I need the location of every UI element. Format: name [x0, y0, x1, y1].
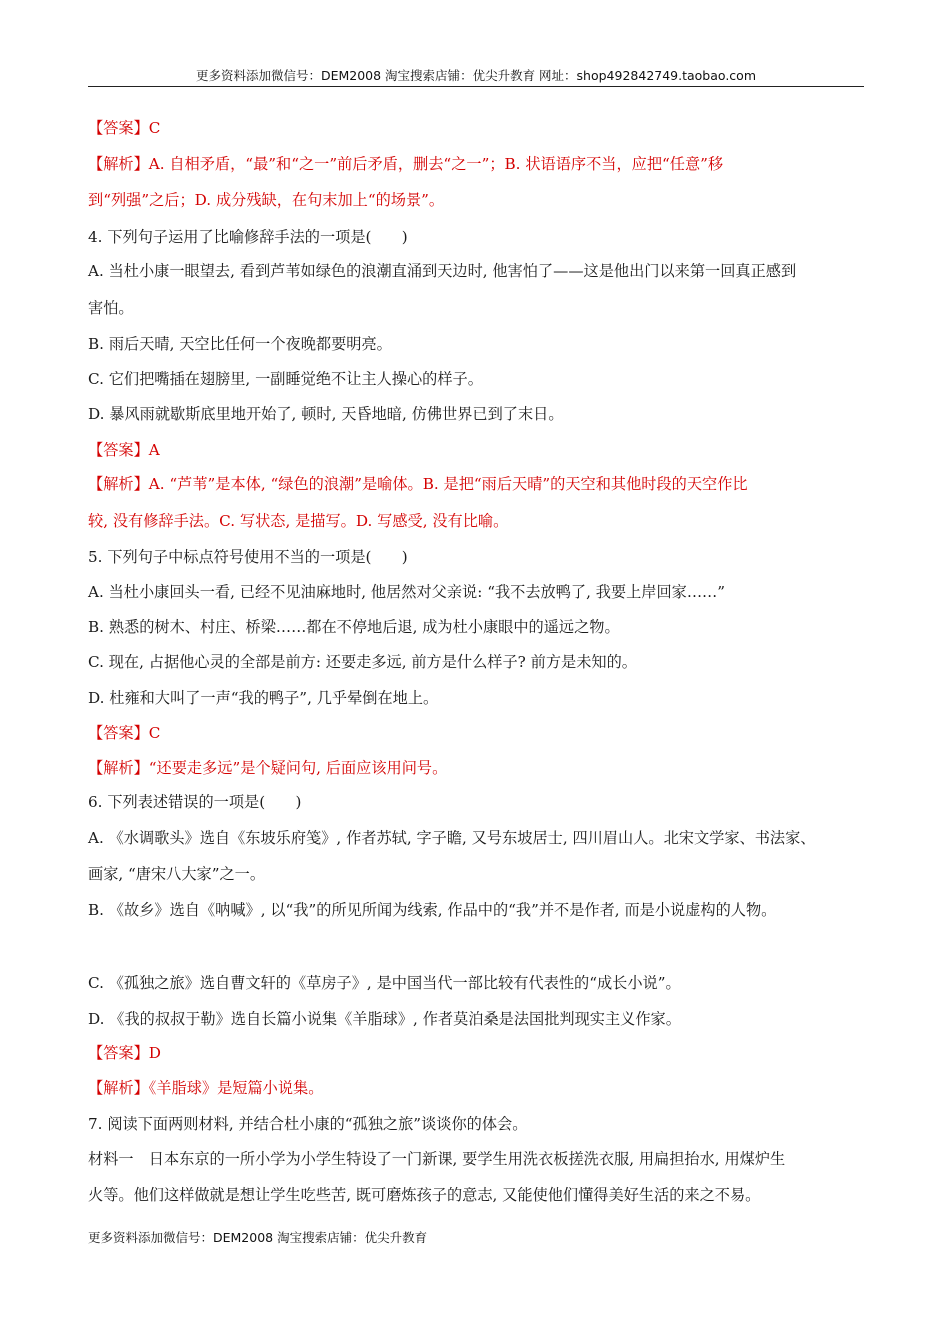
option-line: B. 雨后天晴, 天空比任何一个夜晚都要明亮。 — [88, 335, 392, 353]
option-line: A. 当杜小康回头一看, 已经不见油麻地时, 他居然对父亲说: “我不去放鸭了, 我要上岸回家……” — [88, 583, 725, 601]
option-line: C. 它们把嘴插在翅膀里, 一副睡觉绝不让主人操心的样子。 — [88, 370, 483, 388]
option-line: A. 《水调歌头》选自《东坡乐府笺》, 作者苏轼, 字子瞻, 又号东坡居士, 四川眉山人。北宋文学家、书法家、 — [88, 829, 816, 847]
material-line: 火等。他们这样做就是想让学生吃些苦, 既可磨炼孩子的意志, 又能使他们懂得美好生活的来之不易。 — [88, 1186, 761, 1204]
analysis-line: 【解析】A. 自相矛盾，“最”和“之一”前后矛盾，删去“之一”；B. 状语语序不当，应把“任意”移 — [88, 155, 724, 173]
option-line: B. 熟悉的树木、村庄、桥梁……都在不停地后退, 成为杜小康眼中的遥远之物。 — [88, 618, 620, 636]
question-line: 5. 下列句子中标点符号使用不当的一项是( ) — [88, 548, 408, 566]
option-line: C. 《孤独之旅》选自曹文轩的《草房子》, 是中国当代一部比较有代表性的“成长小说”。 — [88, 974, 681, 992]
option-line: D. 《我的叔叔于勒》选自长篇小说集《羊脂球》, 作者莫泊桑是法国批判现实主义作家。 — [88, 1010, 681, 1028]
analysis-line: 【解析】A. “芦苇”是本体, “绿色的浪潮”是喻体。B. 是把“雨后天晴”的天空和其他时段的天空作比 — [88, 475, 748, 493]
page-header: 更多资料添加微信号：DEM2008 淘宝搜索店铺：优尖升教育 网址：shop492842749.taobao.com — [195, 68, 757, 83]
option-line: 害怕。 — [88, 299, 134, 317]
analysis-line: 【解析】“还要走多远”是个疑问句, 后面应该用问号。 — [88, 759, 448, 777]
answer-line: 【答案】C — [88, 119, 161, 137]
material-line: 材料一 日本东京的一所小学为小学生特设了一门新课, 要学生用洗衣板搓洗衣服, 用扁担抬水, 用煤炉生 — [88, 1150, 786, 1168]
question-line: 7. 阅读下面两则材料, 并结合杜小康的“孤独之旅”谈谈你的体会。 — [88, 1115, 528, 1133]
answer-line: 【答案】C — [88, 724, 161, 742]
header-rule — [88, 86, 864, 87]
answer-line: 【答案】A — [88, 441, 160, 459]
question-line: 6. 下列表述错误的一项是( ) — [88, 793, 302, 811]
page-footer: 更多资料添加微信号：DEM2008 淘宝搜索店铺：优尖升教育 — [88, 1230, 428, 1245]
analysis-line: 到“列强”之后；D. 成分残缺，在句末加上“的场景”。 — [88, 191, 445, 209]
analysis-line: 较, 没有修辞手法。C. 写状态, 是描写。D. 写感受, 没有比喻。 — [88, 512, 509, 530]
option-line: D. 杜雍和大叫了一声“我的鸭子”, 几乎晕倒在地上。 — [88, 689, 439, 707]
question-line: 4. 下列句子运用了比喻修辞手法的一项是( ) — [88, 228, 408, 246]
option-line: 画家, “唐宋八大家”之一。 — [88, 865, 266, 883]
answer-line: 【答案】D — [88, 1044, 161, 1062]
option-line: D. 暴风雨就歇斯底里地开始了, 顿时, 天昏地暗, 仿佛世界已到了末日。 — [88, 405, 564, 423]
option-line: A. 当杜小康一眼望去, 看到芦苇如绿色的浪潮直涌到天边时, 他害怕了——这是他出门以来第一回真正感到 — [88, 262, 797, 280]
option-line: C. 现在, 占据他心灵的全部是前方: 还要走多远, 前方是什么样子? 前方是未知的。 — [88, 653, 637, 671]
analysis-line: 【解析】《羊脂球》是短篇小说集。 — [88, 1079, 324, 1097]
option-line: B. 《故乡》选自《呐喊》, 以“我”的所见所闻为线索, 作品中的“我”并不是作者, 而是小说虚构的人物。 — [88, 901, 777, 919]
